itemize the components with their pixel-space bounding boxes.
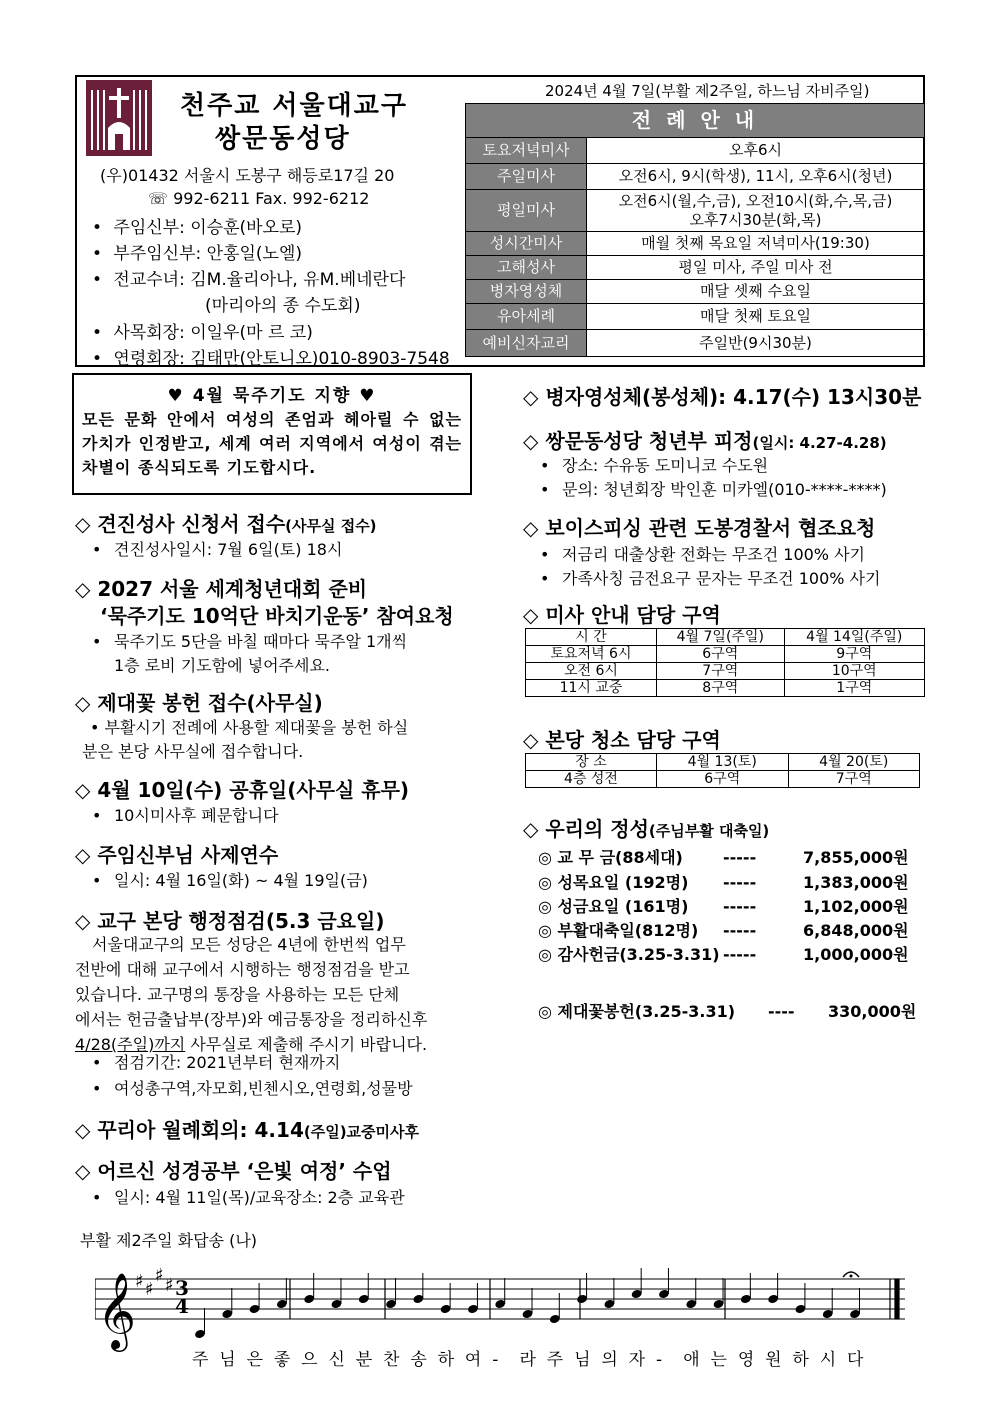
mass-guide-table: [525, 628, 925, 697]
lyric-syllable: 찬: [383, 1350, 400, 1370]
time-signature-bottom: 4: [175, 1294, 189, 1318]
section-confirmation: ◇ 견진성사 신청서 접수(사무실 접수): [75, 512, 377, 536]
prayer-intention-box: [72, 373, 472, 495]
staff-sisters-order: (마리아의 종 수도회): [205, 296, 361, 316]
section-wyd-title2: ‘묵주기도 10억단 바치기운동’ 참여요청: [100, 604, 454, 628]
music-score: [95, 1265, 905, 1375]
table-cell: 9구역: [784, 646, 924, 663]
inspection-item1: • 점검기간: 2021년부터 현재까지: [92, 1053, 341, 1072]
liturgy-value: 매월 첫째 목요일 저녁미사(19:30): [587, 232, 925, 256]
liturgy-label: 고해성사: [466, 256, 587, 280]
wyd-item2: 1층 로비 기도함에 넣어주세요.: [114, 656, 330, 675]
section-curia: ◇ 꾸리아 월례회의: 4.14(주일)교중미사후: [75, 1118, 420, 1142]
section-mass-guide: ◇ 미사 안내 담당 구역: [523, 603, 721, 627]
section-youth-retreat: ◇ 쌍문동성당 청년부 피정(일시: 4.27-4.28): [523, 429, 887, 453]
phishing-item1: • 저금리 대출상환 전화는 무조건 100% 사기: [540, 545, 866, 564]
lyric-syllable: 님: [574, 1350, 591, 1370]
lyric-syllable: 주: [546, 1350, 564, 1370]
lyric-syllable: 은: [246, 1350, 264, 1370]
lyric-syllable: 원: [765, 1350, 782, 1370]
table-cell: 6구역: [657, 771, 789, 788]
section-cleaning: ◇ 본당 청소 담당 구역: [523, 728, 721, 752]
staff-pastor: • 주임신부: 이승훈(바오로): [92, 218, 303, 238]
section-wyd-title1: ◇ 2027 서울 세계청년대회 준비: [75, 577, 368, 601]
inspection-line: 있습니다. 교구명의 통장을 사용하는 모든 단체: [75, 985, 400, 1004]
time-signature-top: 3: [175, 1276, 189, 1300]
liturgy-label: 주일미사: [466, 164, 587, 190]
table-cell: 4층 성전: [526, 771, 657, 788]
lyric-syllable: 의: [601, 1350, 618, 1370]
table-header: 4월 20(토): [788, 754, 920, 771]
altar-flowers-line1: • 부활시기 전례에 사용할 제대꽃을 봉헌 하실: [90, 718, 409, 737]
table-cell: 11시 교중: [526, 680, 657, 697]
lyric-syllable: 애: [683, 1350, 700, 1370]
lyric-syllable: 여: [464, 1350, 482, 1370]
table-header: 4월 7일(주일): [657, 629, 785, 646]
lyric-syllable: 님: [219, 1350, 236, 1370]
liturgy-value: 매달 셋째 수요일: [587, 280, 925, 304]
lyric-syllable: 송: [410, 1350, 427, 1370]
sharp-icon: ♯: [165, 1275, 174, 1296]
holiday-item: • 10시미사후 폐문합니다: [92, 806, 279, 825]
lyric-syllable: 하: [437, 1350, 455, 1370]
inspection-deadline: 4/28(주일)까지 사무실로 제출해 주시기 바랍니다.: [75, 1035, 428, 1054]
offering-row: ◎ 부활대축일(812명) ----- 6,848,000원: [538, 921, 909, 940]
parish-name-line1: 천주교 서울대교구: [180, 91, 408, 121]
section-altar-flowers: ◇ 제대꽃 봉헌 접수(사무실): [75, 691, 323, 715]
lyric-syllable: 는: [710, 1350, 727, 1370]
table-cell: 6구역: [657, 646, 785, 663]
lyric-syllable: 하: [792, 1350, 809, 1370]
liturgy-label: 병자영성체: [466, 280, 587, 304]
staff-funeral: • 연령회장: 김태만(안토니오)010-8903-7548: [92, 349, 450, 369]
offering-row: ◎ 감사헌금(3.25-3.31) ----- 1,000,000원: [538, 945, 909, 964]
staff-sisters: • 전교수녀: 김M.율리아나, 유M.베네란다: [92, 270, 406, 290]
offering-row: ◎ 성목요일 (192명) ----- 1,383,000원: [538, 873, 909, 892]
lyric-syllable: -: [655, 1350, 663, 1370]
liturgy-value: 매달 첫째 토요일: [587, 304, 925, 330]
final-barline: [895, 1279, 899, 1319]
sharp-icon: ♯: [145, 1279, 154, 1300]
bulletin-date: 2024년 4월 7일(부활 제2주일, 하느님 자비주일): [545, 82, 870, 100]
section-bible-study: ◇ 어르신 성경공부 ‘은빛 여정’ 수업: [75, 1159, 392, 1183]
table-header: 4월 14일(주일): [784, 629, 924, 646]
treble-clef-icon: 𝄞: [97, 1272, 137, 1349]
liturgy-table: [465, 103, 925, 357]
liturgy-label: 유아세례: [466, 304, 587, 330]
wyd-item1: • 묵주기도 5단을 바칠 때마다 묵주알 1개씩: [92, 632, 408, 651]
section-offerings: ◇ 우리의 정성(주님부활 대축일): [523, 817, 770, 841]
lyric-syllable: 시: [819, 1350, 837, 1370]
lyric-syllable: 신: [328, 1350, 345, 1370]
lyric-syllable: 영: [737, 1350, 755, 1370]
lyric-syllable: 주: [192, 1350, 209, 1370]
altar-flower-offering: ◎ 제대꽃봉헌(3.25-3.31) ---- 330,000원: [538, 1002, 917, 1021]
lyric-syllable: 으: [301, 1350, 318, 1370]
lyric-syllable: 라: [519, 1350, 536, 1370]
psalm-title: 부활 제2주일 화답송 (나): [80, 1231, 258, 1250]
table-header: 4월 13(토): [657, 754, 789, 771]
table-cell: 토요저녁 6시: [526, 646, 657, 663]
liturgy-title: 전 례 안 내: [466, 104, 925, 138]
staff-assistant: • 부주임신부: 안홍일(노엘): [92, 244, 303, 264]
section-priest-retreat: ◇ 주임신부님 사제연수: [75, 843, 279, 867]
liturgy-label: 예비신자교리: [466, 330, 587, 357]
priest-retreat-item: • 일시: 4월 16일(화) ~ 4월 19일(금): [92, 871, 368, 890]
phishing-item2: • 가족사칭 금전요구 문자는 무조건 100% 사기: [540, 569, 881, 588]
liturgy-value: 오전6시(월,수,금), 오전10시(화,수,목,금) 오후7시30분(화,목): [587, 190, 925, 232]
table-header: 시 간: [526, 629, 657, 646]
lyric-syllable: 자: [628, 1350, 646, 1370]
lyric-syllable: 다: [847, 1350, 864, 1370]
parish-phone: ☏ 992-6211 Fax. 992-6212: [148, 189, 370, 208]
altar-flowers-line2: 분은 본당 사무실에 접수합니다.: [82, 742, 304, 761]
bible-study-item: • 일시: 4월 11일(목)/교육장소: 2층 교육관: [92, 1188, 405, 1207]
liturgy-label: 평일미사: [466, 190, 587, 232]
liturgy-label: 성시간미사: [466, 232, 587, 256]
section-admin-inspection: ◇ 교구 본당 행정점검(5.3 금요일): [75, 909, 385, 933]
liturgy-value: 오전6시, 9시(학생), 11시, 오후6시(청년): [587, 164, 925, 190]
liturgy-value: 주일반(9시30분): [587, 330, 925, 357]
lyric-syllable: -: [492, 1350, 499, 1370]
lyric-syllable: 좋: [273, 1350, 291, 1370]
table-cell: 10구역: [784, 663, 924, 680]
table-cell: 오전 6시: [526, 663, 657, 680]
parish-name-line2: 쌍문동성당: [215, 124, 351, 154]
staff-council: • 사목회장: 이일우(마 르 코): [92, 323, 313, 343]
inspection-line: 서울대교구의 모든 성당은 4년에 한번씩 업무: [92, 935, 406, 954]
section-holiday: ◇ 4월 10일(수) 공휴일(사무실 휴무): [75, 778, 410, 802]
prayer-body: 모든 문화 안에서 여성의 존엄과 헤아릴 수 없는 가치가 인정받고, 세계 여러 지역에서 여성이 겪는 차별이 종식되도록 기도합시다.: [82, 410, 462, 477]
table-cell: 7구역: [788, 771, 920, 788]
liturgy-value: 평일 미사, 주일 미사 전: [587, 256, 925, 280]
cleaning-table: [525, 753, 920, 788]
parish-logo: [86, 80, 152, 156]
inspection-line: 에서는 헌금출납부(장부)와 예금통장을 정리하신후: [75, 1010, 428, 1029]
liturgy-value: 오후6시: [587, 138, 925, 164]
lyric-syllable: 분: [355, 1350, 373, 1370]
youth-retreat-place: • 장소: 수유동 도미니코 수도원: [540, 456, 769, 475]
table-cell: 8구역: [657, 680, 785, 697]
table-cell: 7구역: [657, 663, 785, 680]
offering-row: ◎ 교 무 금(88세대) ----- 7,855,000원: [538, 848, 909, 867]
section-voice-phishing: ◇ 보이스피싱 관련 도봉경찰서 협조요청: [523, 516, 876, 540]
sharp-icon: ♯: [155, 1265, 164, 1286]
parish-address: (우)01432 서울시 도봉구 해등로17길 20: [100, 166, 395, 185]
inspection-line: 전반에 대해 교구에서 시행하는 행정점검을 받고: [75, 960, 410, 979]
inspection-item2: • 여성총구역,자모회,빈첸시오,연령회,성물방: [92, 1079, 413, 1098]
section-sick-communion: ◇ 병자영성체(봉성체): 4.17(수) 13시30분: [523, 385, 922, 409]
sharp-icon: ♯: [135, 1271, 144, 1292]
table-header: 장 소: [526, 754, 657, 771]
confirmation-item: • 견진성사일시: 7월 6일(토) 18시: [92, 540, 343, 559]
youth-retreat-contact: • 문의: 청년회장 박인훈 미카엘(010-****-****): [540, 480, 887, 499]
table-cell: 1구역: [784, 680, 924, 697]
offering-row: ◎ 성금요일 (161명) ----- 1,102,000원: [538, 897, 909, 916]
liturgy-label: 토요저녁미사: [466, 138, 587, 164]
prayer-title: ♥ 4월 묵주기도 지향 ♥: [167, 386, 377, 406]
